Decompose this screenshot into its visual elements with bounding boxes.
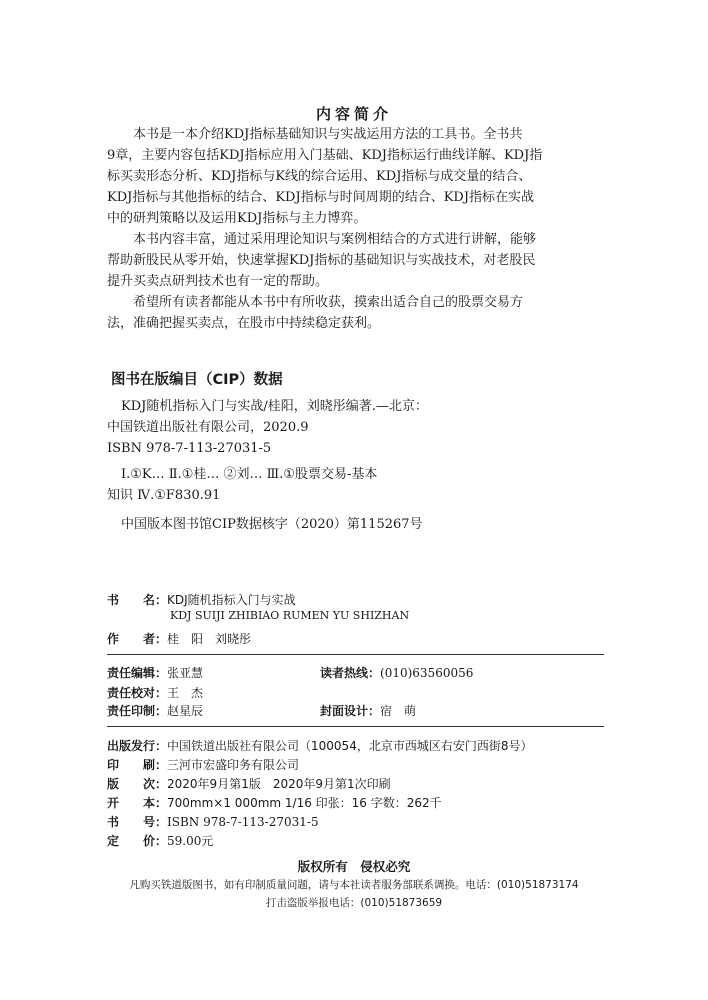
printer: 三河市宏盛印务有限公司 <box>167 758 300 772</box>
proof: 王 杰 <box>167 686 204 700</box>
summary-line: 本书内容丰富，通过采用理论知识与案例相结合的方式进行讲解，能够 <box>133 232 537 247</box>
hotline-label: 读者热线： <box>320 666 381 680</box>
summary-line: 本书是一本介绍KDJ指标基础知识与实战运用方法的工具书。全书共 <box>133 127 523 142</box>
author-label: 作 者： <box>107 632 168 646</box>
hotline-row <box>320 662 473 681</box>
summary-line: 中的研判策略以及运用KDJ指标与主力博弈。 <box>107 211 367 226</box>
cover-design-row <box>320 700 416 719</box>
book-name-label: 书 名： <box>107 593 168 607</box>
summary-paragraph-3 <box>107 292 523 334</box>
piracy-hotline: 打击盗版举报电话：(010)51873659 <box>265 897 443 909</box>
summary-line: KDJ指标与其他指标的结合、KDJ指标与时间周期的结合、KDJ指标在实战 <box>107 190 535 205</box>
publisher: 中国铁道出版社有限公司（100054，北京市西城区右安门西街8号） <box>167 739 533 753</box>
editor-label: 责任编辑： <box>107 666 168 680</box>
book-name: KDJ随机指标入门与实战 <box>167 593 296 607</box>
editor-row <box>107 662 203 681</box>
cip-line: Ⅰ.①K… Ⅱ.①桂… ②刘… Ⅲ.①股票交易-基本 <box>121 467 378 482</box>
cip-line: KDJ随机指标入门与实战/桂阳，刘晓彤编著.—北京： <box>121 399 428 414</box>
edition-row: 版 次：2020年9月第1版 2020年9月第1次印刷 <box>107 777 391 791</box>
isbn-row: 书 号：ISBN 978-7-113-27031-5 <box>107 815 319 829</box>
summary-line: 标买卖形态分析、KDJ指标与K线的综合运用、KDJ指标与成交量的结合、 <box>107 169 532 184</box>
summary-line: 帮助新股民从零开始，快速掌握KDJ指标的基础知识与实战技术，对老股民 <box>107 253 536 268</box>
book-name-row <box>107 589 296 608</box>
author: 桂 阳 刘晓彤 <box>167 632 252 646</box>
printer-row: 印 刷：三河市宏盛印务有限公司 <box>107 758 300 772</box>
price: 59.00元 <box>167 834 214 848</box>
cip-line: ISBN 978-7-113-27031-5 <box>107 441 272 456</box>
proof-row <box>107 682 203 701</box>
print-supervisor-row <box>107 700 203 719</box>
cip-line: 知识 Ⅳ.①F830.91 <box>107 488 221 503</box>
cip-title: 图书在版编目（CIP）数据 <box>111 372 283 388</box>
format-row: 开 本：700mm×1 000mm 1/16 印张：16 字数：262千 <box>107 796 442 810</box>
cip-block-2 <box>107 464 377 506</box>
print-supervisor: 赵星辰 <box>167 704 204 718</box>
proof-label: 责任校对： <box>107 686 168 700</box>
publisher-row: 出版发行：中国铁道出版社有限公司（100054，北京市西城区右安门西街8号） <box>107 739 533 753</box>
cip-line: 中国铁道出版社有限公司，2020.9 <box>107 420 309 435</box>
cip-verify-number: 中国版本图书馆CIP数据核字（2020）第115267号 <box>121 517 423 532</box>
divider <box>107 726 604 727</box>
author-row <box>107 628 251 647</box>
summary-line: 希望所有读者都能从本书中有所收获，摸索出适合自己的股票交易方 <box>133 295 524 310</box>
cover-design: 宿 萌 <box>380 704 417 718</box>
book-pinyin: KDJ SUIJI ZHIBIAO RUMEN YU SHIZHAN <box>170 609 410 622</box>
cover-design-label: 封面设计： <box>320 704 381 718</box>
summary-line: 法，准确把握买卖点，在股市中持续稳定获利。 <box>107 316 381 331</box>
summary-title: 内容简介 <box>315 105 392 123</box>
cip-block-1 <box>107 396 428 459</box>
format: 700mm×1 000mm 1/16 印张：16 字数：262千 <box>167 796 442 810</box>
divider <box>107 654 604 655</box>
copyright-notice: 版权所有 侵权必究 <box>297 859 411 874</box>
isbn: ISBN 978-7-113-27031-5 <box>167 815 319 829</box>
publish-details <box>107 736 532 850</box>
hotline: (010)63560056 <box>380 666 474 680</box>
edition: 2020年9月第1版 2020年9月第1次印刷 <box>167 777 391 791</box>
price-row: 定 价：59.00元 <box>107 834 214 848</box>
summary-line: 9章，主要内容包括KDJ指标应用入门基础、KDJ指标运行曲线详解、KDJ指 <box>107 148 543 163</box>
editor: 张亚慧 <box>167 666 204 680</box>
quality-notice: 凡购买铁道版图书，如有印制质量问题，请与本社读者服务部联系调换。电话：(010)51873174 <box>129 879 579 891</box>
print-supervisor-label: 责任印制： <box>107 704 168 718</box>
summary-line: 提升买卖点研判技术也有一定的帮助。 <box>107 274 329 289</box>
summary-paragraph-2 <box>107 229 536 292</box>
summary-paragraph-1 <box>107 124 542 229</box>
